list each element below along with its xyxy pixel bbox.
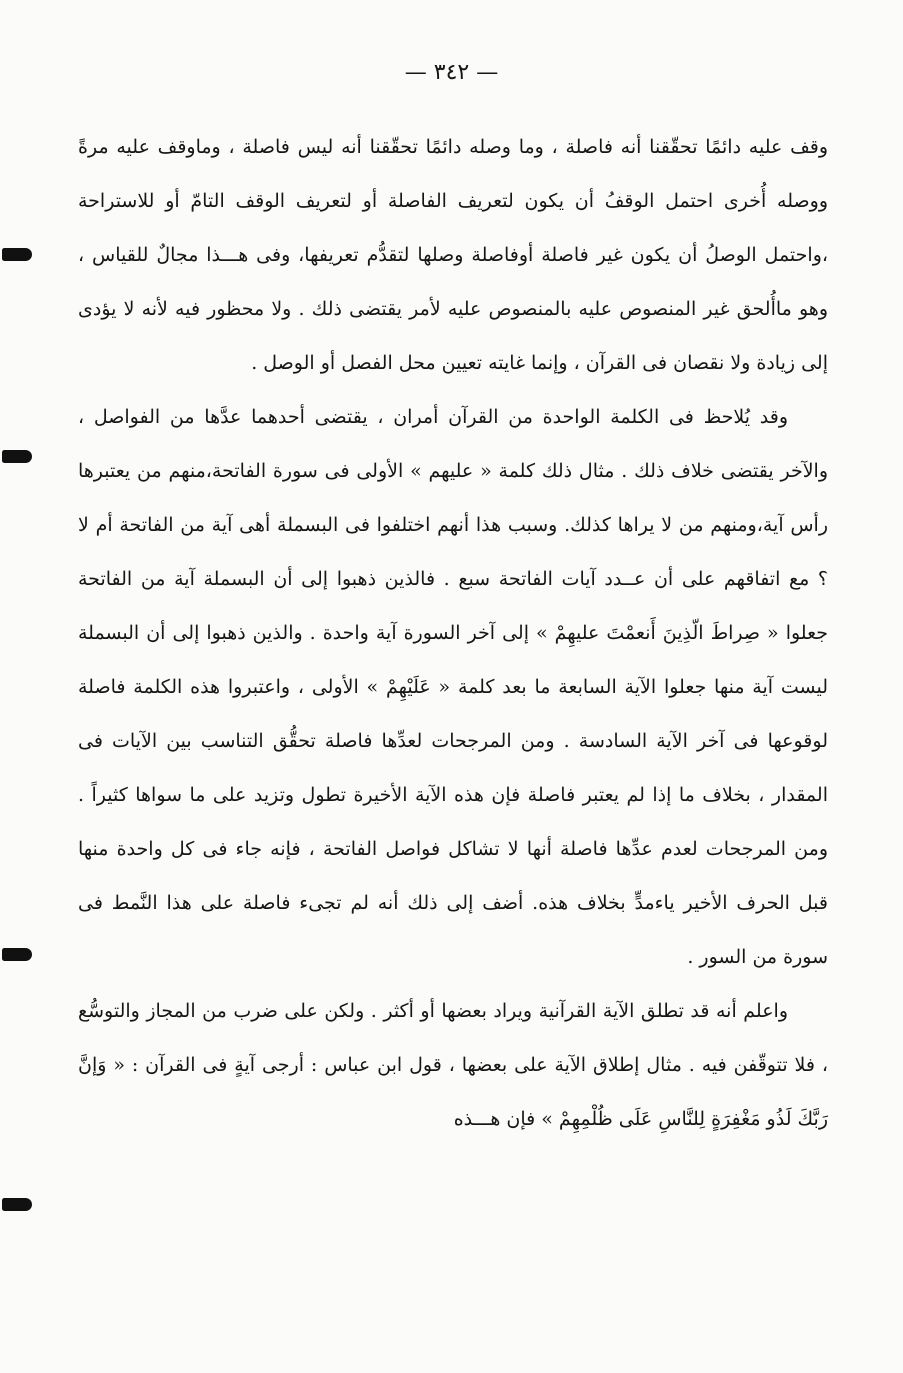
paragraph-3: واعلم أنه قد تطلق الآية القرآنية ويراد بعضها أو أكثر . ولكن على ضرب من المجاز والتوسُّع ، فلا تتوقّفن فيه . مثال إطلاق الآية على بعضها ، قول ابن عباس : أرجى آيةٍ فى القرآن : « وَإنَّ رَبَّكَ لَذُو مَغْفِرَةٍ لِلنَّاسِ عَلَى ظُلْمِهِمْ » فإن هـــذه xyxy=(78,1000,828,1130)
margin-thumb-mark xyxy=(2,248,32,261)
page-number: — ٣٤٢ — xyxy=(404,60,499,85)
paragraph-2: وقد يُلاحظ فى الكلمة الواحدة من القرآن أمران ، يقتضى أحدهما عدَّها من الفواصل ، والآخر يقتضى خلاف ذلك . مثال ذلك كلمة « عليهم » الأولى فى سورة الفاتحة،منهم من يعتبرها رأس آية،ومنهم من لا يراها كذلك. وسبب هذا أنهم اختلفوا فى البسملة أهى آية من الفاتحة أم لا ؟ مع اتفاقهم على أن عــدد آيات الفاتحة سبع . فالذين ذهبوا إلى أن البسملة آية من الفاتحة جعلوا « صِراطَ الّذِينَ أَنعمْتَ عليهِمْ » إلى آخر السورة آية واحدة . والذين ذهبوا إلى أن البسملة ليست آية منها جعلوا الآية السابعة ما بعد كلمة « عَلَيْهِمْ » الأولى ، واعتبروا هذه الكلمة فاصلة لوقوعها فى آخر الآية السادسة . ومن المرجحات لعدِّها فاصلة تحقُّق التناسب بين الآيات فى المقدار ، بخلاف ما إذا لم يعتبر فاصلة فإن هذه الآية الأخيرة تطول وتزيد على ما سواها كثيراً . ومن المرجحات لعدم عدِّها فاصلة أنها لا تشاكل فواصل الفاتحة ، فإنه جاء فى كل واحدة منها قبل الحرف الأخير ياءمدٍّ بخلاف هذه. أضف إلى ذلك أنه لم تجىء فاصلة على هذا النَّمط فى سورة من السور . xyxy=(78,406,828,968)
margin-thumb-mark xyxy=(2,450,32,463)
margin-thumb-mark xyxy=(2,948,32,961)
page-body xyxy=(78,120,828,1146)
margin-thumb-mark xyxy=(2,1198,32,1211)
paragraph-1: وقف عليه دائمًا تحقّقنا أنه فاصلة ، وما وصله دائمًا تحقّقنا أنه ليس فاصلة ، وماوقف عليه مرةً ووصله أُخرى احتمل الوقفُ أن يكون لتعريف الفاصلة أو لتعريف الوقف التامّ أو للاستراحة ،واحتمل الوصلُ أن يكون غير فاصلة أوفاصلة وصلها لتقدُّم تعريفها، وفى هـــذا مجالٌ للقياس ، وهو ماأُلحق غير المنصوص عليه بالمنصوص عليه لأمر يقتضى ذلك . ولا محظور فيه لأنه لا يؤدى إلى زيادة ولا نقصان فى القرآن ، وإنما غايته تعيين محل الفصل أو الوصل . xyxy=(78,136,828,374)
